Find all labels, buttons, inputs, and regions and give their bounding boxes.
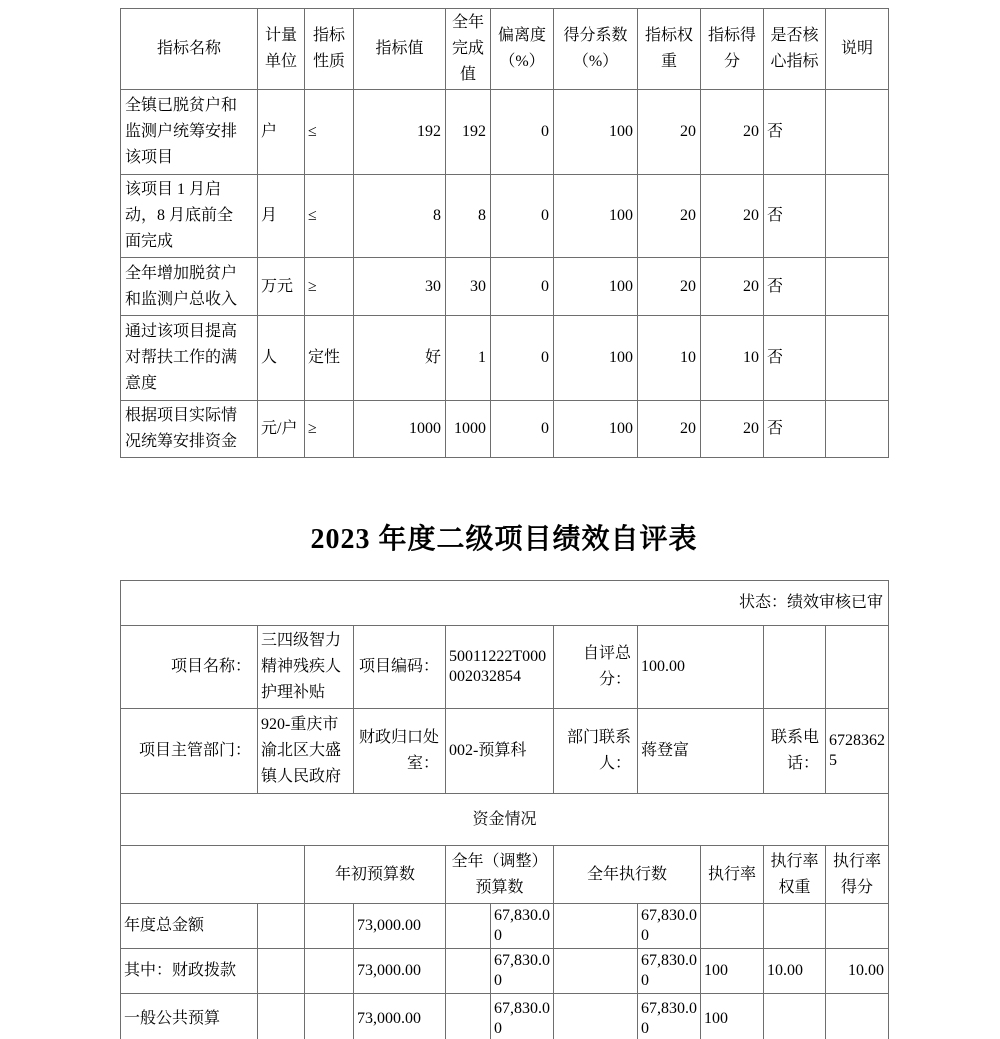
unit-cell: 万元	[258, 258, 305, 316]
empty-cell	[446, 949, 491, 994]
funds-header-row	[121, 846, 889, 904]
header-execution-rate: 执行率	[701, 846, 764, 904]
header-score: 指标得分	[701, 9, 764, 90]
funds-label-cell: 年度总金额	[121, 904, 258, 949]
weight-cell: 10	[638, 316, 701, 401]
funds-row	[121, 904, 889, 949]
core-indicator-cell: 否	[764, 401, 826, 458]
self-eval-table	[120, 580, 889, 1039]
phone-value: 67283625	[826, 709, 889, 794]
note-cell	[826, 90, 889, 175]
project-name-label: 项目名称：	[121, 626, 258, 709]
empty-cell	[258, 949, 305, 994]
header-weight: 指标权重	[638, 9, 701, 90]
note-cell	[826, 401, 889, 458]
header-score-coefficient: 得分系数（%）	[554, 9, 638, 90]
contact-value: 蒋登富	[638, 709, 764, 794]
unit-cell: 户	[258, 90, 305, 175]
rate-score-cell	[826, 994, 889, 1039]
core-indicator-cell: 否	[764, 175, 826, 258]
header-executed: 全年执行数	[554, 846, 701, 904]
empty-cell	[305, 904, 354, 949]
self-score-value: 100.00	[638, 626, 764, 709]
empty-cell	[305, 994, 354, 1039]
deviation-cell: 0	[491, 258, 554, 316]
header-deviation: 偏离度（%）	[491, 9, 554, 90]
empty-cell	[305, 949, 354, 994]
indicator-row	[121, 175, 889, 258]
funds-label-cell: 其中：财政拨款	[121, 949, 258, 994]
rate-score-cell	[826, 904, 889, 949]
nature-cell: 定性	[305, 316, 354, 401]
empty-cell	[554, 904, 638, 949]
completed-value-cell: 1	[446, 316, 491, 401]
status-text: 状态：绩效审核已审	[121, 581, 889, 626]
indicator-name-cell: 通过该项目提高对帮扶工作的满意度	[121, 316, 258, 401]
empty-cell	[826, 626, 889, 709]
nature-cell: ≥	[305, 258, 354, 316]
rate-weight-cell	[764, 994, 826, 1039]
finance-office-value: 002-预算科	[446, 709, 554, 794]
project-name-value: 三四级智力精神残疾人护理补贴	[258, 626, 354, 709]
core-indicator-cell: 否	[764, 316, 826, 401]
nature-cell: ≥	[305, 401, 354, 458]
indicator-row	[121, 90, 889, 175]
indicator-name-cell: 根据项目实际情况统筹安排资金	[121, 401, 258, 458]
adjusted-budget-cell: 67,830.00	[491, 994, 554, 1039]
empty-cell	[554, 949, 638, 994]
empty-cell	[554, 994, 638, 1039]
funds-section-row	[121, 794, 889, 846]
score-cell: 20	[701, 258, 764, 316]
weight-cell: 20	[638, 175, 701, 258]
unit-cell: 月	[258, 175, 305, 258]
score-coefficient-cell: 100	[554, 401, 638, 458]
initial-budget-cell: 73,000.00	[354, 994, 446, 1039]
core-indicator-cell: 否	[764, 258, 826, 316]
indicator-name-cell: 该项目 1 月启动，8 月底前全面完成	[121, 175, 258, 258]
contact-label: 部门联系人：	[554, 709, 638, 794]
completed-value-cell: 8	[446, 175, 491, 258]
status-row	[121, 581, 889, 626]
project-code-label: 项目编码：	[354, 626, 446, 709]
rate-weight-cell	[764, 904, 826, 949]
deviation-cell: 0	[491, 175, 554, 258]
header-note: 说明	[826, 9, 889, 90]
execution-rate-cell: 100	[701, 949, 764, 994]
score-cell: 20	[701, 90, 764, 175]
executed-cell: 67,830.00	[638, 949, 701, 994]
score-coefficient-cell: 100	[554, 258, 638, 316]
completed-value-cell: 1000	[446, 401, 491, 458]
score-cell: 20	[701, 175, 764, 258]
header-unit: 计量单位	[258, 9, 305, 90]
initial-budget-cell: 73,000.00	[354, 904, 446, 949]
score-coefficient-cell: 100	[554, 316, 638, 401]
unit-cell: 人	[258, 316, 305, 401]
weight-cell: 20	[638, 90, 701, 175]
indicator-row	[121, 316, 889, 401]
dept-value: 920-重庆市渝北区大盛镇人民政府	[258, 709, 354, 794]
weight-cell: 20	[638, 401, 701, 458]
indicator-name-cell: 全年增加脱贫户和监测户总收入	[121, 258, 258, 316]
score-cell: 10	[701, 316, 764, 401]
indicator-name-cell: 全镇已脱贫户和监测户统筹安排该项目	[121, 90, 258, 175]
indicator-row	[121, 401, 889, 458]
rate-weight-cell: 10.00	[764, 949, 826, 994]
header-completed-value: 全年完成值	[446, 9, 491, 90]
note-cell	[826, 316, 889, 401]
core-indicator-cell: 否	[764, 90, 826, 175]
funds-row	[121, 994, 889, 1039]
nature-cell: ≤	[305, 175, 354, 258]
phone-label: 联系电话：	[764, 709, 826, 794]
project-info-row	[121, 709, 889, 794]
executed-cell: 67,830.00	[638, 904, 701, 949]
header-nature: 指标性质	[305, 9, 354, 90]
score-cell: 20	[701, 401, 764, 458]
funds-row	[121, 949, 889, 994]
unit-cell: 元/户	[258, 401, 305, 458]
completed-value-cell: 192	[446, 90, 491, 175]
project-code-value: 50011222T000002032854	[446, 626, 554, 709]
empty-cell	[258, 994, 305, 1039]
note-cell	[826, 175, 889, 258]
completed-value-cell: 30	[446, 258, 491, 316]
deviation-cell: 0	[491, 316, 554, 401]
dept-label: 项目主管部门：	[121, 709, 258, 794]
header-core-indicator: 是否核心指标	[764, 9, 826, 90]
indicator-table	[120, 8, 889, 458]
deviation-cell: 0	[491, 90, 554, 175]
deviation-cell: 0	[491, 401, 554, 458]
self-score-label: 自评总分：	[554, 626, 638, 709]
execution-rate-cell: 100	[701, 994, 764, 1039]
header-adjusted-budget: 全年（调整）预算数	[446, 846, 554, 904]
score-coefficient-cell: 100	[554, 90, 638, 175]
nature-cell: ≤	[305, 90, 354, 175]
header-initial-budget: 年初预算数	[305, 846, 446, 904]
target-value-cell: 30	[354, 258, 446, 316]
header-target-value: 指标值	[354, 9, 446, 90]
weight-cell: 20	[638, 258, 701, 316]
project-info-row	[121, 626, 889, 709]
header-rate-weight: 执行率权重	[764, 846, 826, 904]
empty-cell	[764, 626, 826, 709]
indicator-header-row	[121, 9, 889, 90]
target-value-cell: 8	[354, 175, 446, 258]
header-indicator-name: 指标名称	[121, 9, 258, 90]
target-value-cell: 1000	[354, 401, 446, 458]
execution-rate-cell	[701, 904, 764, 949]
note-cell	[826, 258, 889, 316]
target-value-cell: 好	[354, 316, 446, 401]
funds-label-cell: 一般公共预算	[121, 994, 258, 1039]
indicator-row	[121, 258, 889, 316]
initial-budget-cell: 73,000.00	[354, 949, 446, 994]
executed-cell: 67,830.00	[638, 994, 701, 1039]
empty-cell	[258, 904, 305, 949]
score-coefficient-cell: 100	[554, 175, 638, 258]
empty-cell	[446, 904, 491, 949]
finance-office-label: 财政归口处室：	[354, 709, 446, 794]
adjusted-budget-cell: 67,830.00	[491, 904, 554, 949]
empty-cell	[121, 846, 305, 904]
page-title: 2023 年度二级项目绩效自评表	[310, 524, 698, 555]
target-value-cell: 192	[354, 90, 446, 175]
header-rate-score: 执行率得分	[826, 846, 889, 904]
funds-section-title: 资金情况	[121, 794, 889, 846]
adjusted-budget-cell: 67,830.00	[491, 949, 554, 994]
empty-cell	[446, 994, 491, 1039]
rate-score-cell: 10.00	[826, 949, 889, 994]
